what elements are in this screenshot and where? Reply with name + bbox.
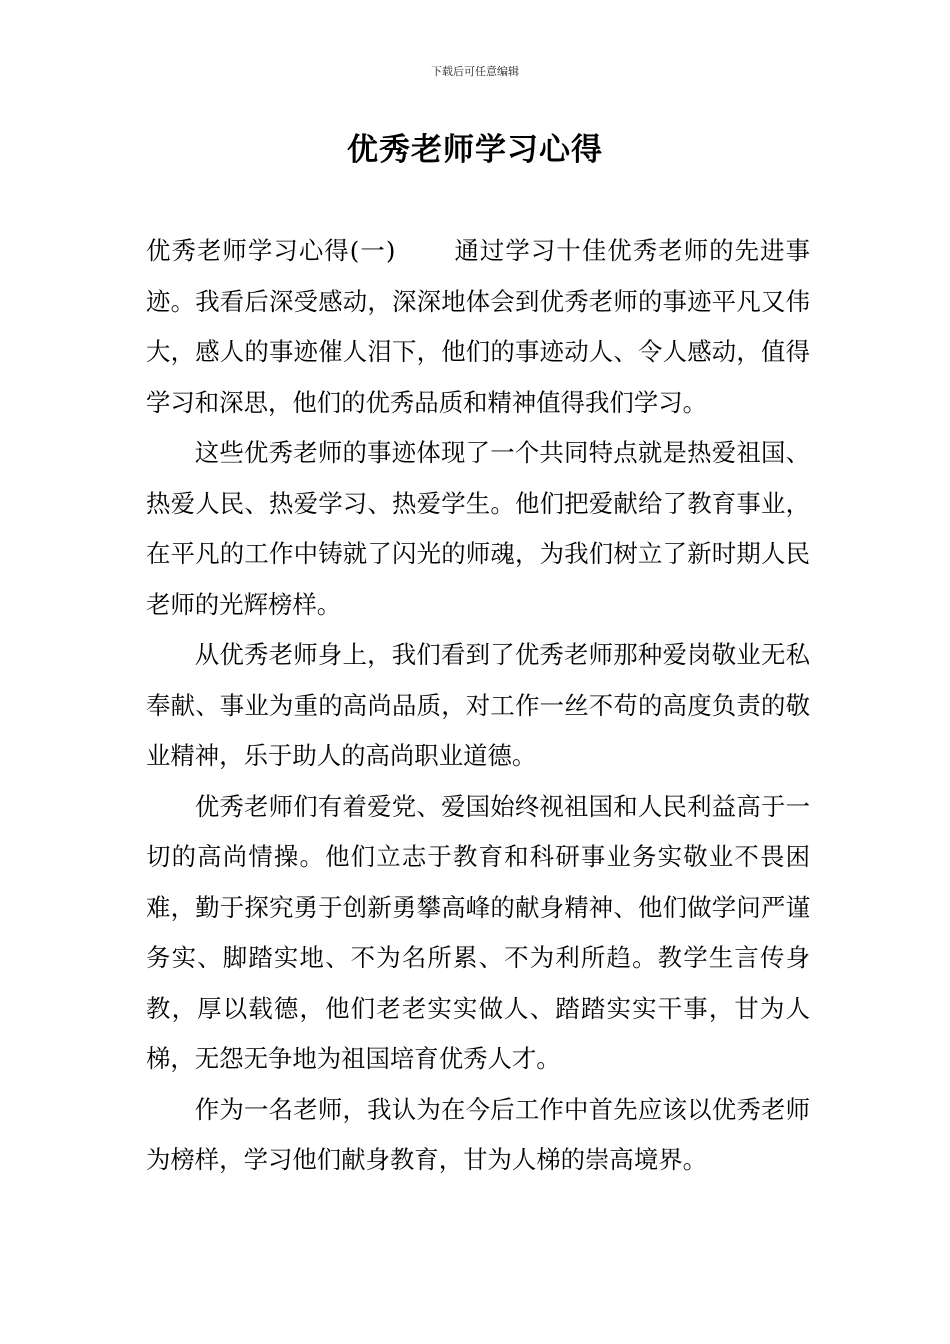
paragraph-4: 优秀老师们有着爱党、爱国始终视祖国和人民利益高于一切的高尚情操。他们立志于教育和科研事业务实敬业不畏困难，勤于探究勇于创新勇攀高峰的献身精神、他们做学问严谨务实、脚踏实地、不为名所累、不为利所趋。教学生言传身教，厚以载德，他们老老实实做人、踏踏实实干事，甘为人梯，无怨无争地为祖国培育优秀人才。 [146,791,810,1073]
paragraph-5: 作为一名老师，我认为在今后工作中首先应该以优秀老师为榜样，学习他们献身教育，甘为人梯的崇高境界。 [146,1094,810,1174]
paragraph-1-text: 通过学习十佳优秀老师的先进事迹。我看后深受感动，深深地体会到优秀老师的事迹平凡又伟大，感人的事迹催人泪下，他们的事迹动人、令人感动，值得学习和深思，他们的优秀品质和精神值得我们学习。 [146,236,810,417]
intro-label: 优秀老师学习心得(一) [146,236,396,265]
document-body [146,226,810,1186]
paragraph-1 [146,226,810,428]
page-header-note: 下载后可任意编辑 [431,65,519,78]
document-title: 优秀老师学习心得 [347,132,603,168]
paragraph-3: 从优秀老师身上，我们看到了优秀老师那种爱岗敬业无私奉献、事业为重的高尚品质，对工作一丝不苟的高度负责的敬业精神，乐于助人的高尚职业道德。 [146,640,810,770]
paragraph-2: 这些优秀老师的事迹体现了一个共同特点就是热爱祖国、热爱人民、热爱学习、热爱学生。他们把爱献给了教育事业，在平凡的工作中铸就了闪光的师魂，为我们树立了新时期人民老师的光辉榜样。 [146,438,810,619]
